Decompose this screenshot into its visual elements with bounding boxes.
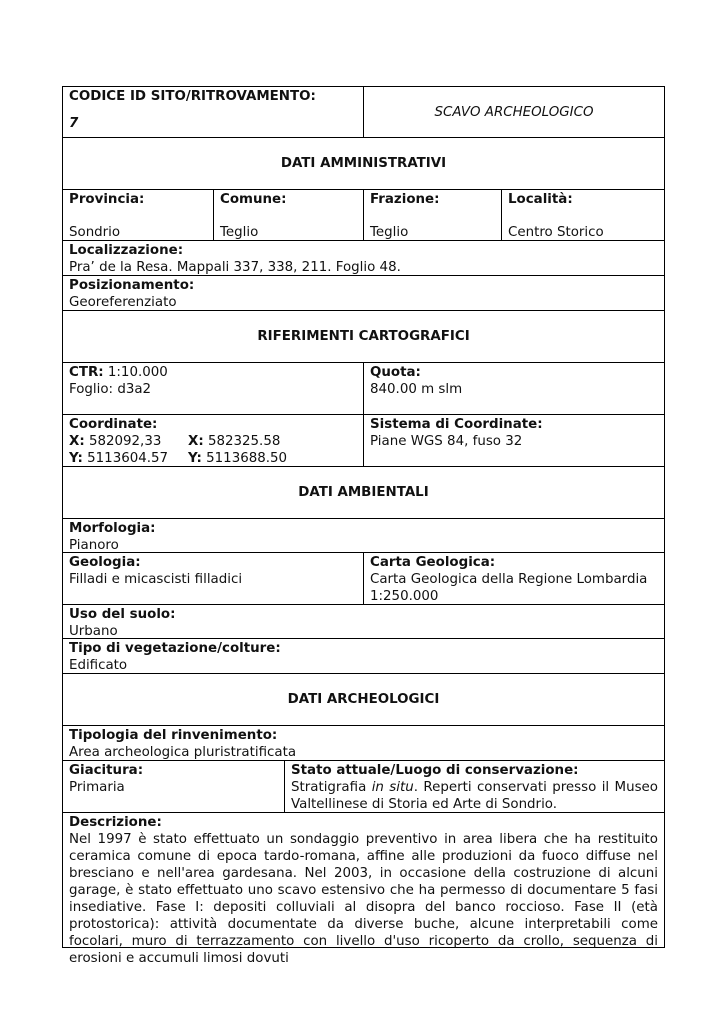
header-row xyxy=(63,87,665,138)
sistema-cell xyxy=(364,415,665,466)
ctr-row xyxy=(63,363,665,415)
quota-cell xyxy=(364,363,665,414)
foglio-value: Foglio: d3a2 xyxy=(69,382,152,397)
codice-value: 7 xyxy=(69,116,79,131)
stato-post: . Reperti conservati presso il Museo Valtellinese di Storia ed Arte di Sondrio. xyxy=(291,780,658,812)
stato-value xyxy=(291,779,658,813)
x1-value: 582092,33 xyxy=(84,434,162,449)
y2-label: Y: xyxy=(188,451,202,466)
morfologia-value: Pianoro xyxy=(69,538,119,553)
section-title-archeologici: DATI ARCHEOLOGICI xyxy=(63,674,665,725)
codice-label: CODICE ID SITO/RITROVAMENTO: xyxy=(69,89,316,104)
comune-value: Teglio xyxy=(220,225,259,240)
y1-label: Y: xyxy=(69,451,83,466)
posizionamento-value: Georeferenziato xyxy=(69,295,177,310)
tipologia-cell xyxy=(63,726,665,760)
geologia-value: Filladi e micascisti filladici xyxy=(69,572,243,587)
codice-cell xyxy=(63,87,364,137)
geologia-label: Geologia: xyxy=(69,555,141,570)
descrizione-label: Descrizione: xyxy=(69,815,162,830)
x2-label: X: xyxy=(188,434,204,449)
morfologia-row xyxy=(63,519,665,553)
ctr-label: CTR: xyxy=(69,365,104,380)
site-record-form xyxy=(62,86,665,966)
tipo-cell xyxy=(364,87,665,137)
tipologia-value: Area archeologica pluristratificata xyxy=(69,745,297,760)
giacitura-cell xyxy=(63,761,285,812)
localizzazione-value: Pra’ de la Resa. Mappali 337, 338, 211. Foglio 48. xyxy=(69,260,401,275)
descrizione-cell xyxy=(63,813,665,966)
vegetazione-cell xyxy=(63,639,665,673)
localita-label: Località: xyxy=(508,192,573,207)
y1-value: 5113604.57 xyxy=(82,451,169,466)
ctr-line xyxy=(69,364,357,381)
section-title-ambientali: DATI AMBIENTALI xyxy=(63,467,665,518)
localita-cell xyxy=(502,190,665,240)
stato-pre: Stratigrafia xyxy=(291,780,372,795)
comune-label: Comune: xyxy=(220,192,287,207)
ctr-cell xyxy=(63,363,364,414)
y2-coordinate xyxy=(188,450,357,467)
y1-coordinate xyxy=(69,450,188,467)
section-title-amministrativi: DATI AMMINISTRATIVI xyxy=(63,138,665,189)
uso-cell xyxy=(63,605,665,638)
geologia-row xyxy=(63,553,665,605)
admin-row xyxy=(63,190,665,241)
localita-value: Centro Storico xyxy=(508,225,604,240)
provincia-label: Provincia: xyxy=(69,192,145,207)
frazione-label: Frazione: xyxy=(370,192,440,207)
morfologia-cell xyxy=(63,519,665,552)
stato-italic: in situ xyxy=(371,780,414,795)
frazione-cell xyxy=(364,190,502,240)
coordinate-row xyxy=(63,415,665,467)
section-amministrativi-row xyxy=(63,138,665,190)
frazione-value: Teglio xyxy=(370,225,409,240)
quota-value: 840.00 m slm xyxy=(370,382,463,397)
x1-coordinate xyxy=(69,433,188,450)
giacitura-row xyxy=(63,761,665,813)
sistema-value: Piane WGS 84, fuso 32 xyxy=(370,434,523,449)
vegetazione-row xyxy=(63,639,665,674)
tipologia-row xyxy=(63,726,665,761)
quota-label: Quota: xyxy=(370,365,421,380)
giacitura-value: Primaria xyxy=(69,780,125,795)
comune-cell xyxy=(214,190,364,240)
coordinate-label: Coordinate: xyxy=(69,417,158,432)
posizionamento-cell xyxy=(63,276,665,310)
carta-label: Carta Geologica: xyxy=(370,555,496,570)
geologia-cell xyxy=(63,553,364,604)
stato-cell xyxy=(285,761,665,812)
section-title-cartografici: RIFERIMENTI CARTOGRAFICI xyxy=(63,311,665,362)
carta-value-2: 1:250.000 xyxy=(370,589,439,604)
section-ambientali-row xyxy=(63,467,665,519)
morfologia-label: Morfologia: xyxy=(69,521,156,536)
vegetazione-label: Tipo di vegetazione/colture: xyxy=(69,641,281,656)
localizzazione-cell xyxy=(63,241,665,275)
localizzazione-row xyxy=(63,241,665,276)
uso-label: Uso del suolo: xyxy=(69,607,176,622)
giacitura-label: Giacitura: xyxy=(69,763,144,778)
posizionamento-row xyxy=(63,276,665,311)
carta-value-1: Carta Geologica della Regione Lombardia xyxy=(370,572,648,587)
carta-cell xyxy=(364,553,665,604)
descrizione-value: Nel 1997 è stato effettuato un sondaggio preventivo in area libera che ha restituito ceramica comune di epoca tardo-romana, affine alle produzioni da fuoco diffuse nel bresciano e nell'area gardesana. Nel 2003, in occasione della costruzione di alcuni garage, è stato effettuato uno scavo estensivo che ha permesso di documentare 5 fasi insediative. Fase I: depositi colluviali al disopra del banco roccioso. Fase II (età protostorica): attività documentate da diverse buche, alcune interpretabili come focolari, muro di terrazzamento con livello d'uso ricoperto da crollo, sequenza di erosioni e accumuli limosi dovuti xyxy=(69,832,658,966)
tipo-value: SCAVO ARCHEOLOGICO xyxy=(434,105,594,120)
section-archeologici-row xyxy=(63,674,665,726)
vegetazione-value: Edificato xyxy=(69,658,128,673)
tipologia-label: Tipologia del rinvenimento: xyxy=(69,728,278,743)
posizionamento-label: Posizionamento: xyxy=(69,278,195,293)
uso-value: Urbano xyxy=(69,624,118,639)
sistema-label: Sistema di Coordinate: xyxy=(370,417,543,432)
coordinate-cell xyxy=(63,415,364,466)
ctr-value: 1:10.000 xyxy=(103,365,168,380)
coordinate-grid xyxy=(69,433,357,467)
section-cartografici-row xyxy=(63,311,665,363)
y2-value: 5113688.50 xyxy=(201,451,288,466)
x1-label: X: xyxy=(69,434,85,449)
provincia-value: Sondrio xyxy=(69,225,121,240)
provincia-cell xyxy=(63,190,214,240)
stato-label: Stato attuale/Luogo di conservazione: xyxy=(291,763,579,778)
x2-coordinate xyxy=(188,433,357,450)
localizzazione-label: Localizzazione: xyxy=(69,243,184,258)
x2-value: 582325.58 xyxy=(203,434,281,449)
uso-row xyxy=(63,605,665,639)
descrizione-row xyxy=(63,813,665,966)
